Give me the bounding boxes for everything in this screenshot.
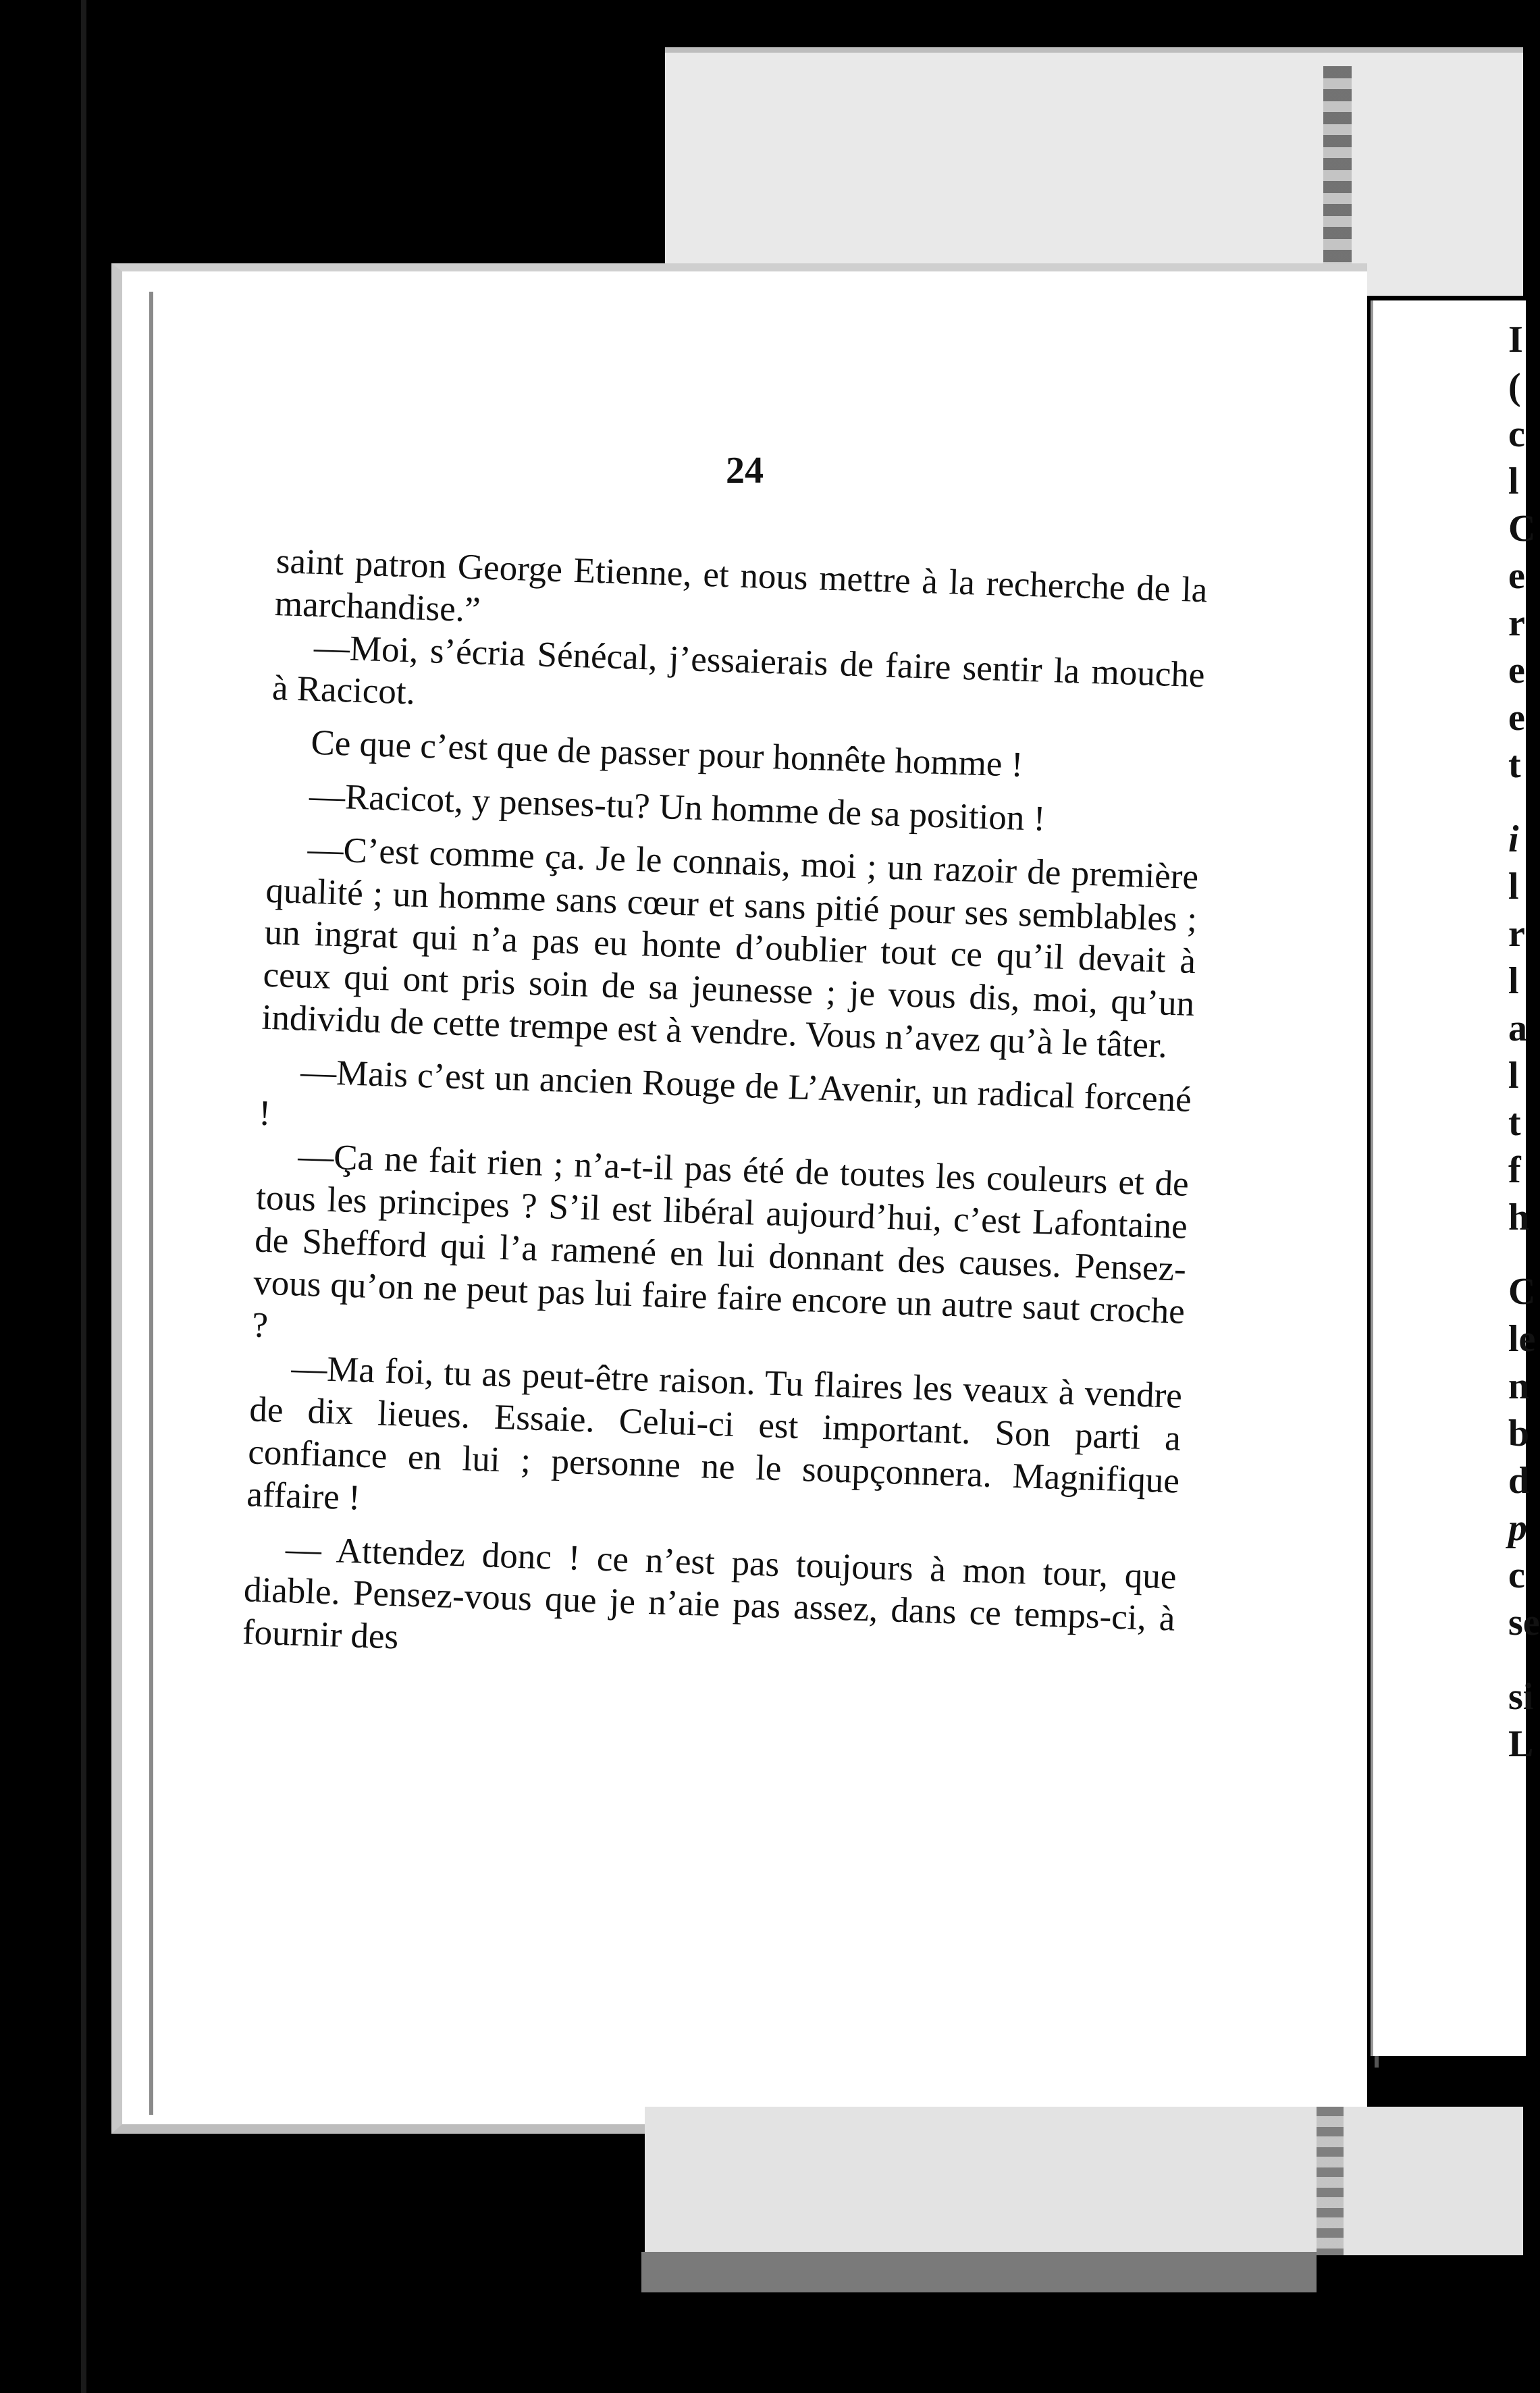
facing-page-letter: b <box>1508 1413 1530 1454</box>
facing-page-letter: d <box>1508 1460 1530 1502</box>
facing-page-letter: t <box>1508 744 1521 786</box>
facing-page-letter: l <box>1508 1055 1519 1097</box>
facing-page-letter: f <box>1508 1149 1521 1191</box>
binding-stitches <box>1317 2107 1344 2255</box>
bottom-sheet <box>645 2107 1523 2255</box>
facing-page-letter: l <box>1508 461 1519 502</box>
paragraph: —Mais c’est un ancien Rouge de L’Avenir, un radical forcené ! <box>258 1052 1192 1133</box>
page-number: 24 <box>726 450 764 492</box>
page-edge-line <box>149 292 153 2115</box>
facing-page-letter: h <box>1508 1196 1530 1238</box>
facing-page-letter: C <box>1508 1271 1536 1313</box>
facing-page-letter: l <box>1508 866 1519 908</box>
paragraph: —Ça ne fait rien ; n’a-t-il pas été de toutes les couleurs et de tous les principes ? S’il est libéral aujourd’hui, c’est Lafontaine de Shefford qui l’a ramené en lui donnant des causes. Pensez-vous qu’on ne peut pas lui faire faire encore un autre saut croche ? <box>251 1136 1190 1345</box>
paragraph: —Ma foi, tu as peut-être raison. Tu flaires les veaux à vendre de dix lieues. Essaie. Celui-ci est important. Son parti a confiance en lui ; personne ne le soupçonnera. Magnifique affaire ! <box>246 1348 1183 1518</box>
facing-page-letter: L <box>1508 1723 1534 1765</box>
scan-edge <box>81 0 86 2393</box>
facing-page-letter: e <box>1508 555 1525 597</box>
facing-page-letter: p <box>1508 1507 1527 1549</box>
facing-page-letter: le <box>1508 1318 1536 1360</box>
paragraph: —C’est comme ça. Je le connais, moi ; un razoir de première qualité ; un homme sans cœur et sans pitié pour ses semblables ; un ingrat qui n’a pas eu honte d’oublier tout ce qu’il devait à ceux qui ont pris soin de sa jeunesse ; je vous dis, moi, qu’un individu de cette trempe est à vendre. Vous n’avez qu’à le tâter. <box>261 829 1199 1066</box>
paragraph: saint patron George Etienne, et nous mettre à la recherche de la marchandise.” <box>274 541 1209 630</box>
facing-page-letter: e <box>1508 650 1525 691</box>
facing-page-letter: r <box>1508 602 1525 644</box>
facing-page-letter: c <box>1508 1554 1525 1596</box>
facing-page-letter: t <box>1508 1102 1521 1144</box>
facing-page <box>1371 300 1540 2056</box>
facing-page-letter: ( <box>1508 366 1521 408</box>
facing-page-letter: r <box>1508 913 1525 955</box>
back-sheet <box>665 47 1523 296</box>
paragraph: —Moi, s’écria Sénécal, j’essaierais de faire sentir la mouche à Racicot. <box>271 627 1206 712</box>
facing-page-letter: n <box>1508 1365 1530 1407</box>
paragraph: Ce que c’est que de passer pour honnête homme ! <box>310 722 1024 785</box>
paragraph: —Racicot, y penses-tu? Un homme de sa position ! <box>309 776 1046 839</box>
facing-page-letter: C <box>1508 508 1536 550</box>
facing-page-letter: e <box>1508 697 1525 739</box>
page-text <box>242 540 1208 1683</box>
bottom-shadow <box>641 2252 1317 2292</box>
facing-page-letter: I <box>1508 319 1523 361</box>
facing-page-letter: a <box>1508 1007 1527 1049</box>
facing-page-letter: si <box>1508 1676 1534 1718</box>
paragraph: — Attendez donc ! ce n’est pas toujours à mon tour, que diable. Pensez-vous que je n’aie pas assez, dans ce temps-ci, à fournir des <box>242 1529 1177 1657</box>
facing-page-letter: c <box>1508 413 1525 455</box>
facing-page-letter: l <box>1508 960 1519 1002</box>
facing-page-letter: i <box>1508 818 1519 860</box>
facing-page-letter: se <box>1508 1602 1540 1643</box>
binding-stitches <box>1323 66 1352 296</box>
